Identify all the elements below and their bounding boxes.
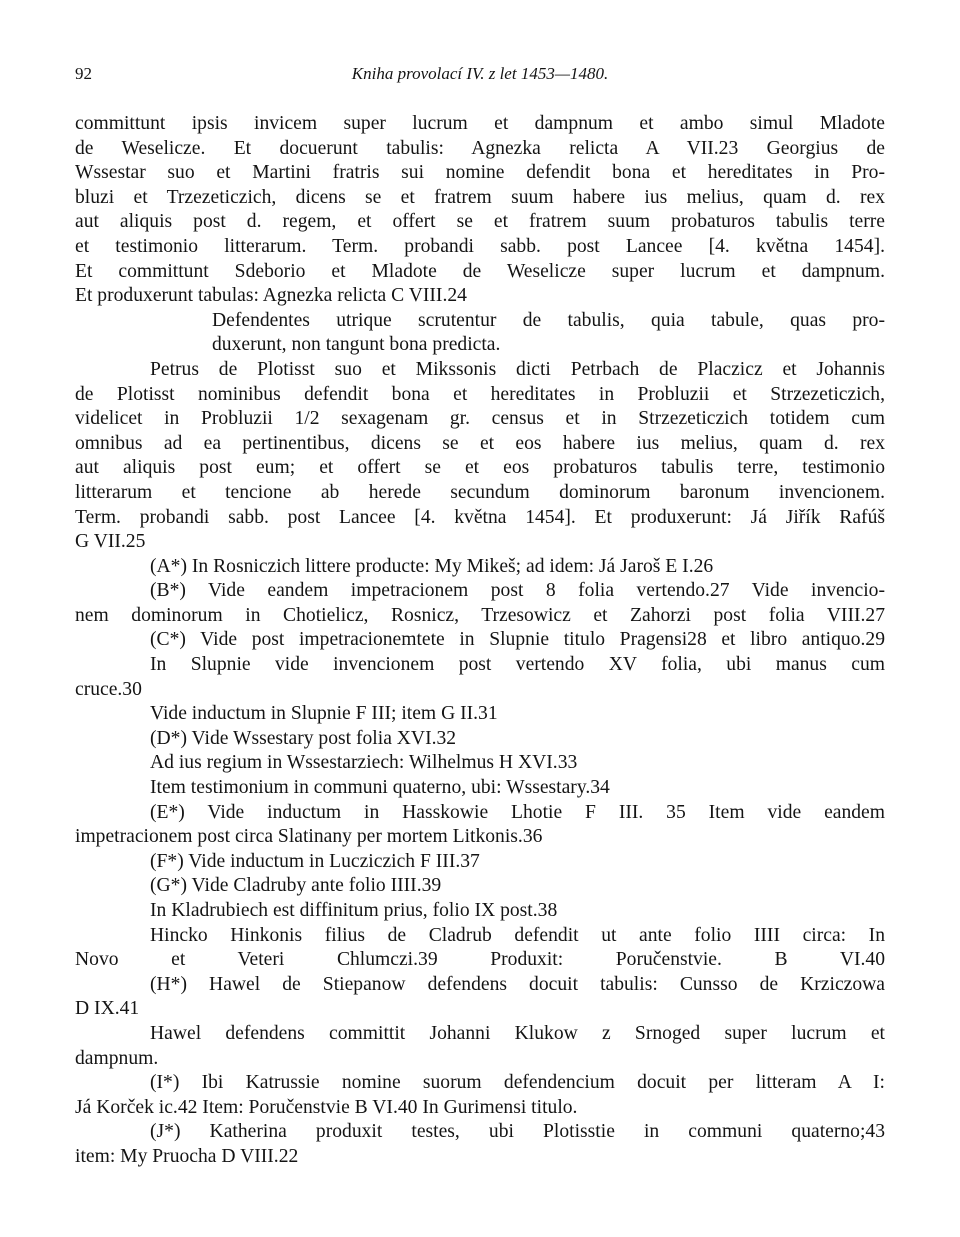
text-line: Wssestar suo et Martini fratris sui nomine defendit bona et hereditates in Pro- [75, 162, 885, 184]
text-line: Hincko Hinkonis filius de Cladrub defendit ut ante folio IIII circa: In [150, 924, 885, 946]
text-line: litterarum et tencione ab herede secundum dominorum baronum invencionem. [75, 481, 885, 503]
text-line: Et produxerunt tabulas: Agnezka relicta C VIII.24 [75, 285, 467, 307]
text-line: aut aliquis post eum; et offert se et eos probaturos tabulis terre, testimonio [75, 457, 885, 479]
text-line: et testimonio litterarum. Term. probandi sabb. post Lancee [4. května 1454]. [75, 235, 885, 257]
text-line: (G*) Vide Cladruby ante folio IIII.39 [150, 875, 442, 897]
text-line: G VII.25 [75, 531, 146, 553]
text-line: Hawel defendens committit Johanni Klukow z Srnoged super lucrum et [150, 1022, 885, 1044]
text-line: Petrus de Plotisst suo et Mikssonis dicti Petrbach de Placzicz et Johannis [150, 358, 885, 380]
text-line: In Slupnie vide invencionem post vertendo XV folia, ubi manus cum [150, 654, 885, 676]
text-line: Vide inductum in Slupnie F III; item G II.31 [150, 703, 498, 725]
body-text [75, 112, 885, 1170]
text-line: nem dominorum in Chotielicz, Rosnicz, Trzesowicz et Zahorzi post folia VIII.27 [75, 604, 885, 626]
text-line: D IX.41 [75, 998, 140, 1020]
page-number: 92 [75, 64, 92, 83]
text-line: bluzi et Trzezeticzich, dicens se et fratrem suum habere ius melius, quam d. rex [75, 186, 885, 208]
text-line: (J*) Katherina produxit testes, ubi Plotisstie in communi quaterno;43 [150, 1121, 885, 1143]
page-header [0, 64, 960, 90]
text-line: dampnum. [75, 1047, 159, 1069]
text-line: videlicet in Probluzii 1/2 sexagenam gr. census et in Strzezeticzich totidem cum [75, 408, 885, 430]
text-line: In Kladrubiech est diffinitum prius, folio IX post.38 [150, 900, 558, 921]
text-line: Et committunt Sdeborio et Mladote de Weselicze super lucrum et dampnum. [75, 260, 885, 282]
text-line: omnibus ad ea pertinentibus, dicens se et eos habere ius melius, quam d. rex [75, 432, 885, 454]
text-line: (I*) Ibi Katrussie nomine suorum defendencium docuit per litteram A I: [150, 1072, 885, 1094]
text-line: duxerunt, non tangunt bona predicta. [212, 334, 501, 356]
running-title: Kniha provolací IV. z let 1453—1480. [351, 64, 609, 83]
text-line: (F*) Vide inductum in Lucziczich F III.37 [150, 850, 480, 872]
text-line: (A*) In Rosniczich littere producte: My Mikeš; ad idem: Já Jaroš E I.26 [150, 555, 714, 577]
text-line: Defendentes utrique scrutentur de tabulis, quia tabule, quas pro- [212, 309, 885, 331]
text-line: Term. probandi sabb. post Lancee [4. května 1454]. Et produxerunt: Já Jiřík Rafúš [75, 506, 885, 528]
text-line: committunt ipsis invicem super lucrum et dampnum et ambo simul Mladote [75, 113, 885, 134]
text-line: (H*) Hawel de Stiepanow defendens docuit tabulis: Cunsso de Krziczowa [150, 973, 885, 995]
text-line: aut aliquis post d. regem, et offert se et fratrem suum probaturos tabulis terre [75, 211, 885, 233]
text-line: de Weselicze. Et docuerunt tabulis: Agnezka relicta A VII.23 Georgius de [75, 137, 885, 159]
text-line: (D*) Vide Wssestary post folia XVI.32 [150, 727, 457, 749]
text-line: impetracionem post circa Slatinany per mortem Litkonis.36 [75, 826, 543, 848]
text-line: Novo et Veteri Chlumczi.39 Produxit: Poručenstvie. B VI.40 [75, 949, 885, 971]
text-line: cruce.30 [75, 678, 142, 700]
text-line: Item testimonium in communi quaterno, ubi: Wssestary.34 [150, 777, 610, 799]
text-line: Já Korček ic.42 Item: Poručenstvie B VI.40 In Gurimensi titulo. [75, 1096, 578, 1118]
text-line: (B*) Vide eandem impetracionem post 8 folia vertendo.27 Vide invencio- [150, 580, 885, 602]
text-line: (E*) Vide inductum in Hasskowie Lhotie F III. 35 Item vide eandem [150, 801, 885, 823]
text-line: (C*) Vide post impetracionemtete in Slupnie titulo Pragensi28 et libro antiquo.29 [150, 629, 885, 651]
text-line: item: My Pruocha D VIII.22 [75, 1145, 299, 1167]
text-line: Ad ius regium in Wssestarziech: Wilhelmus H XVI.33 [150, 752, 578, 774]
text-line: de Plotisst nominibus defendit bona et hereditates in Probluzii et Strzezeticzich, [75, 383, 885, 405]
